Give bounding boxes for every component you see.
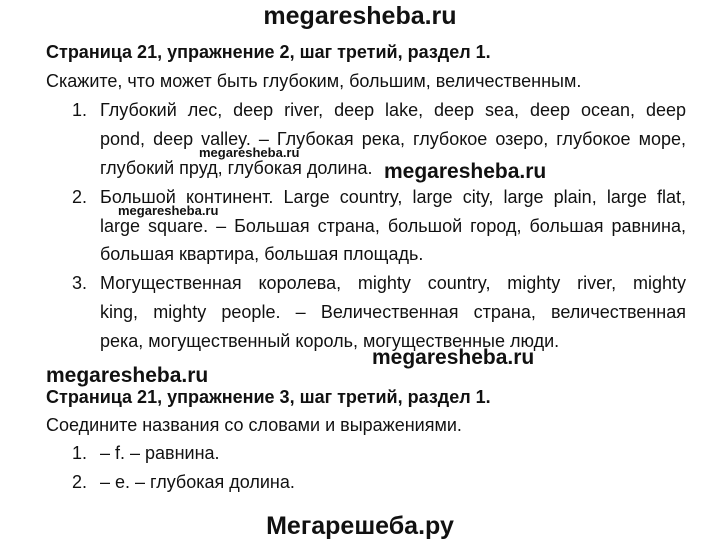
list-item-line: глубокий пруд, глубокая долина.	[100, 158, 373, 178]
watermark-text: megaresheba.ru	[384, 160, 547, 183]
list-item-number: 1.	[72, 100, 88, 120]
list-item-line: king, mighty people. – Величественная страна, величественная	[100, 302, 686, 322]
list-item-line: large square. – Большая страна, большой город, большая равнина,	[100, 216, 686, 236]
watermark-text: megaresheba.ru	[118, 203, 219, 218]
list-item-number: 2.	[72, 472, 88, 492]
section-1-instruction: Скажите, что может быть глубоким, большим, величественным.	[46, 71, 582, 91]
list-item-line: pond, deep valley. – Глубокая река, глубокое озеро, глубокое море,	[100, 129, 686, 149]
list-item-number: 2.	[72, 187, 88, 207]
list-item-number: 3.	[72, 273, 88, 293]
section-2-heading: Страница 21, упражнение 3, шаг третий, раздел 1.	[46, 387, 491, 407]
watermark-text: megaresheba.ru	[372, 346, 535, 369]
watermark-text: megaresheba.ru	[199, 145, 300, 160]
list-item-number: 1.	[72, 443, 88, 463]
list-item-line: Глубокий лес, deep river, deep lake, deep sea, deep ocean, deep	[100, 100, 686, 120]
list-item-line: река, могущественный король, могущественные люди.	[100, 331, 560, 351]
site-header: megaresheba.ru	[263, 2, 457, 30]
watermark-text: megaresheba.ru	[46, 364, 209, 387]
list-item-line: Могущественная королева, mighty country, mighty river, mighty	[100, 273, 686, 293]
list-item-line: большая квартира, большая площадь.	[100, 244, 424, 264]
list-item-line: – f. – равнина.	[100, 443, 220, 463]
list-item-line: Большой континент. Large country, large city, large plain, large flat,	[100, 187, 686, 207]
site-footer: Мегарешеба.ру	[266, 512, 454, 540]
section-1-heading: Страница 21, упражнение 2, шаг третий, раздел 1.	[46, 42, 491, 62]
list-item-line: – e. – глубокая долина.	[100, 472, 295, 492]
section-2-instruction: Соедините названия со словами и выражениями.	[46, 415, 462, 435]
